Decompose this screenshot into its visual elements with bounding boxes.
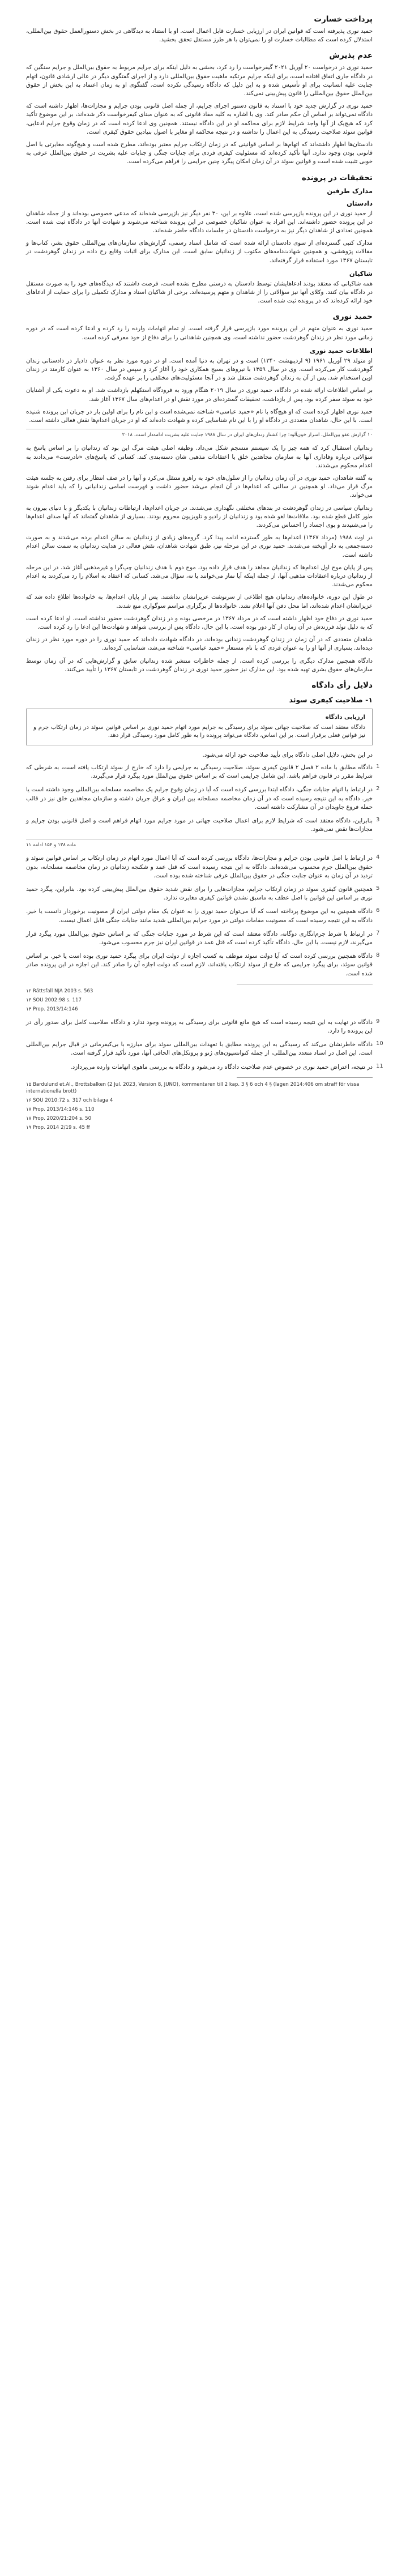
reasoning-heading: دلایل رأی دادگاه (311, 680, 373, 690)
nouri-paragraph-1: حمید نوری به عنوان متهم در این پرونده مورد بازپرسی قرار گرفته است. او تمام اتهامات وارده را رد کرده و ادعا کرده است که در دوره زمانی مورد نظر در زندان گوهردشت حضور نداشته است. وی همچنین شاهدانی را برای دفاع از خود معرفی کرده است. (26, 325, 373, 341)
investigations-paragraph-3: همه شاکیانی که معتقد بودند ادعاهایشان توسط دادستان به درستی مطرح نشده است، فرصت داشتند که دیدگاه‌های خود را به صورت مستقل در دادگاه بیان کنند. وکلای آنها نیز سؤالاتی را از شاهدان و متهم پرسیده‌اند. برخی از شاکیان اسناد و مدارک تکمیلی را برای حمایت از ادعاهای خود ارائه کرده‌اند که در پرونده ثبت شده است. (26, 280, 373, 305)
jurisdiction-paragraph-1: دادگاه مطابق با ماده ۲ فصل ۲ قانون کیفری سوئد، صلاحیت رسیدگی به جرایمی را دارد که خارج از سوئد ارتکاب یافته است، به شرطی که شرایط مقرر در قانون فراهم باشد. این شامل جرایمی است که بر اساس حقوق بین‌الملل مورد پیگرد قرار می‌گیرند. (26, 764, 373, 780)
investigations-paragraph-2: مدارک کتبی گسترده‌ای از سوی دادستان ارائه شده است که شامل اسناد رسمی، گزارش‌های سازمان‌های بین‌المللی حقوق بشر، کتاب‌ها و مقالات پژوهشی، و همچنین شهادت‌نامه‌های مکتوب از زندانیان سابق است. این مدارک برای اثبات وقایع رخ داده در زندان گوهردشت در تابستان ۱۳۶۷ مورد استفاده قرار گرفته‌اند. (26, 240, 373, 264)
footnote: ۱۸ Prop. 2020/21:204 s. 50 (26, 1115, 92, 1121)
nouri-heading: حمید نوری (332, 312, 373, 322)
nouri-cont-paragraph-3: زندانیان سیاسی در زندان گوهردشت در بندهای مختلفی نگهداری می‌شدند. در جریان اعدام‌ها، ارتباطات زندانیان با یکدیگر و با دنیای بیرون به طور کامل قطع شده بود. ملاقات‌ها لغو شده بود و زندانیان از رادیو و تلویزیون محروم بودند. بسیاری از شاهدان گفته‌اند که آنها صدای اعدام‌ها را می‌شنیدند و بوی اجساد را احساس می‌کردند. (26, 504, 373, 528)
paragraph-number: 7 (376, 929, 380, 936)
paragraph-number: 11 (376, 1063, 383, 1069)
numbered-paragraph (26, 907, 380, 924)
investigations-subheading-prosecutor: دادستان (347, 199, 373, 207)
numbered-paragraph (26, 786, 380, 812)
nouri-paragraph-3: بر اساس اطلاعات ارائه شده در دادگاه، حمید نوری در سال ۲۰۱۹ هنگام ورود به فرودگاه استکهلم بازداشت شد. او به دعوت یکی از آشنایان خود به سوئد سفر کرده بود. پس از بازداشت، تحقیقات گسترده‌ای در مورد نقش او در اعدام‌های سال ۱۳۶۷ آغاز شد. (26, 387, 373, 403)
numbered-paragraph (26, 929, 380, 947)
nouri-paragraph-2: او متولد ۲۹ آوریل ۱۹۶۱ (۹ اردیبهشت ۱۳۴۰) است و در تهران به دنیا آمده است. او در دوره مورد نظر به عنوان دادیار در دادستانی زندان گوهردشت کار می‌کرده است. وی در سال ۱۳۵۹ با نیروهای بسیج همکاری خود را آغاز کرد و سپس در سال ۱۳۶۰ به عنوان کارمند در زندان اوین استخدام شد. پس از آن به زندان گوهردشت منتقل شد و در آنجا مسئولیت‌های مختلفی را بر عهده گرفت. (26, 357, 373, 382)
compensation-heading: پرداخت خسارت (314, 15, 373, 24)
court-assessment-text: دادگاه معتقد است که صلاحیت جهانی سوئد برای رسیدگی به جرایم مورد اتهام حمید نوری بر اساس قوانین سوئد در زمان ارتکاب جرم و نیز قوانین فعلی برقرار است. بر این اساس، دادگاه می‌تواند پرونده را به طور کامل مورد رسیدگی قرار دهد. (33, 724, 365, 739)
jurisdiction-paragraph-9: دادگاه در نهایت به این نتیجه رسیده است که هیچ مانع قانونی برای رسیدگی به پرونده وجود ندارد و دادگاه صلاحیت کامل برای صدور رأی در این پرونده را دارد. (26, 1018, 373, 1035)
paragraph-number: 9 (376, 1018, 380, 1025)
numbered-paragraph (26, 1040, 383, 1057)
compensation-paragraph: حمید نوری پذیرفته است که قوانین ایران در ارزیابی خسارت قابل اعمال است. او با استناد به دیدگاهی در بخش دستورالعمل حقوق بین‌المللی، استدلال کرده است که مطالبات خسارت او را نمی‌توان با هر طرز مستقل تحقق بخشید. (26, 28, 373, 44)
nouri-cont-paragraph-1: زندانیان استقبال کرد که همه چیز را یک سیستم منسجم شکل می‌داد. وظیفه اصلی هیئت مرگ این بود که زندانیان را بر اساس پاسخ به سؤالاتی درباره وفاداری آنها به سازمان مجاهدین خلق یا اعتقادات مذهبی شان دسته‌بندی کند. کسانی که پاسخ‌های «نادرست» می‌دادند به اعدام محکوم می‌شدند. (26, 445, 373, 469)
jurisdiction-paragraph-6: دادگاه همچنین به این موضوع پرداخته است که آیا می‌توان حمید نوری را به عنوان یک مقام دولتی ایران از مصونیت برخوردار دانست یا خیر. دادگاه به این نتیجه رسیده است که مصونیت مقامات دولتی در مورد جرایم بین‌المللی شدید مانند جنایات جنگی قابل اعمال نیست. (26, 908, 373, 924)
impunity-paragraph-1: حمید نوری در درخواست ۲۰ آوریل ۲۰۲۱ گیفرخواست را رد کرد، بخشی به دلیل اینکه برای جرایم مربوط به حقوق بین‌الملل و جرایم سنگین که در دادگاه جاری اتفاق افتاده است، برای اینکه جرایم مرتکبه ماهیت حقوق بین‌المللی دارد و از اجرای گفتگوی دیگر در عالی ارشادی قانون، اتهام جنایت علیه انسانیت برای او تأسیس شده و به این دلیل که دادگاه رسیدگی نکرده است. گفتگوی او به زمان اعتماد به این بخش از حقوق بین‌الملل حقوق بین‌المللی را قانون پیش‌بینی نمی‌کند. (26, 64, 373, 97)
footnote-separator (237, 1077, 373, 1078)
footnote: ۱۶ SOU 2010:72 s. 317 och bilaga 4 (26, 1097, 113, 1103)
nouri-cont-paragraph-7: حمید نوری در دفاع خود اظهار داشته است که در مرداد ۱۳۶۷ در مرخصی بوده و در زندان گوهردشت حضور نداشته است. او ادعا کرده است که به دلیل تولد فرزندش در آن زمان از کار دور بوده است. با این حال، دادگاه پس از بررسی شواهد و شهادت‌ها این ادعا را رد کرده است. (26, 615, 373, 630)
impunity-paragraph-3: دادستان‌ها اظهار داشته‌اند که اتهام‌ها بر اساس قوانینی که در زمان ارتکاب جرایم معتبر بوده‌اند، مطرح شده است و هیچ‌گونه مغایرتی با اصل قانونی بودن وجود ندارد. آنها تأکید کرده‌اند که مسئولیت کیفری فردی برای جنایات جنگی و جنایات علیه بشریت در حقوق بین‌الملل عرفی به خوبی تثبیت شده است و قوانین سوئد در آن زمان امکان پیگرد چنین جرایمی را فراهم می‌کرده است. (26, 141, 373, 165)
nouri-cont-paragraph-6: در طول این دوره، خانواده‌های زندانیان هیچ اطلاعی از سرنوشت عزیزانشان نداشتند. پس از پایان اعدام‌ها، به خانواده‌ها اطلاع داده شد که عزیزانشان اعدام شده‌اند، اما محل دفن آنها اعلام نشد. خانواده‌ها از برگزاری مراسم سوگواری منع شدند. (26, 594, 373, 609)
paragraph-number: 5 (376, 885, 380, 892)
paragraph-number: 10 (376, 1040, 383, 1047)
footnote: ۱۹ Prop. 2014 2/19 s. 45 ff (26, 1124, 90, 1131)
numbered-paragraph (26, 763, 380, 781)
jurisdiction-paragraph-2: در ارتباط با اتهام جنایات جنگی، دادگاه ابتدا بررسی کرده است که آیا در زمان وقوع جرایم یک مخاصمه مسلحانه بین‌المللی وجود داشته است یا خیر. دادگاه به این نتیجه رسیده است که در آن زمان مخاصمه مسلحانه بین ایران و عراق جریان داشته و سازمان مجاهدین خلق نیز در قالب حمله فروغ جاویدان در آن مشارکت داشته است. (26, 786, 373, 811)
paragraph-number: 3 (376, 816, 380, 823)
paragraph-number: 4 (376, 854, 380, 861)
jurisdiction-paragraph-3: بنابراین، دادگاه معتقد است که شرایط لازم برای اعمال صلاحیت جهانی در مورد جرایم مورد اتهام فراهم است و اصل قانونی بودن جرایم و مجازات‌ها نقض نمی‌شود. (26, 817, 373, 833)
nouri-paragraph-4: حمید نوری اظهار کرده است که او هیچ‌گاه با نام «حمید عباسی» شناخته نمی‌شده است و این نام را برای اولین بار در جریان این پرونده شنیده است. با این حال، شاهدان متعددی در دادگاه او را با این نام شناسایی کرده و شهادت داده‌اند که او در جریان اعدام‌ها نقش فعالی داشته است. (26, 408, 373, 424)
footnote: ۱۵ Bardulund et.Al., Brottsbalken (2 Jul. 2023, Version 8, JUNO), kommentaren till 2 kap. 3 § 6 och 4 § (lagen 2014:406 om straff för vissa internationella brott) (26, 1081, 360, 1094)
paragraph-number: 2 (376, 786, 380, 792)
jurisdiction-intro: در این بخش، دلایل اصلی دادگاه برای تأیید صلاحیت خود ارائه می‌شود. (202, 751, 373, 758)
footnote: ۱۳ SOU 2002:98 s. 117 (26, 997, 82, 1003)
investigations-subheading-evidence: مدارک طرفین (327, 186, 373, 195)
numbered-paragraph (26, 854, 380, 880)
nouri-cont-paragraph-2: به گفته شاهدان، حمید نوری در آن زمان زندانیان را از سلول‌های خود به راهرو منتقل می‌کرد و آنها را در صف انتظار برای رفتن به جلسه هیئت مرگ قرار می‌داد. او همچنین در سالنی که اعدام‌ها در آن انجام می‌شد حضور داشت و فهرست اسامی زندانیانی را که باید اعدام شوند می‌خواند. (26, 474, 373, 499)
footnote: ۱۴ Prop. 2013/14:146 (26, 1006, 78, 1012)
nouri-cont-paragraph-9: دادگاه همچنین مدارک دیگری را بررسی کرده است، از جمله خاطرات منتشر شده زندانیان سابق و گزارش‌هایی که در آن زمان توسط سازمان‌های حقوق بشری تهیه شده بود. این مدارک نیز حضور حمید نوری در زندان گوهردشت در تابستان ۱۳۶۷ را تأیید می‌کنند. (26, 657, 373, 673)
jurisdiction-paragraph-5: همچنین قانون کیفری سوئد در زمان ارتکاب جرایم، مجازات‌هایی را برای نقض شدید حقوق بین‌الملل پیش‌بینی کرده بود. بنابراین، پیگرد حمید نوری بر اساس این قوانین با اصل عطف به ماسبق نشدن قوانین کیفری مغایرت ندارد. (26, 885, 373, 902)
court-assessment-box (26, 709, 373, 745)
document-column (26, 8, 383, 1133)
jurisdiction-paragraph-11: در نتیجه، اعتراض حمید نوری در خصوص عدم صلاحیت دادگاه رد می‌شود و دادگاه به بررسی ماهوی اتهامات وارده می‌پردازد. (70, 1063, 373, 1071)
jurisdiction-paragraph-10: دادگاه خاطرنشان می‌کند که رسیدگی به این پرونده مطابق با تعهدات بین‌المللی سوئد برای مبارزه با بی‌کیفرمانی در قبال جرایم بین‌المللی است. این اصل در اسناد متعدد بین‌المللی، از جمله کنوانسیون‌های ژنو و پروتکل‌های الحاقی آنها، مورد تأکید قرار گرفته است. (26, 1041, 373, 1057)
numbered-paragraph (26, 816, 380, 834)
nouri-cont-paragraph-5: پس از پایان موج اول اعدام‌ها که زندانیان مجاهد را هدف قرار داده بود، موج دوم با هدف زندانیان چپ‌گرا و غیرمذهبی آغاز شد. در این مرحله از زندانیان درباره اعتقادات مذهبی آنها، از جمله اینکه آیا نماز می‌خوانند یا نه، سؤال می‌شد. کسانی که اعتقاد به اسلام را رد می‌کردند به اعدام محکوم می‌شدند. (26, 564, 373, 588)
numbered-paragraph (26, 885, 380, 902)
numbered-paragraph (26, 952, 380, 978)
investigations-subheading-plaintiffs: شاکیان (349, 269, 373, 278)
court-assessment-title: ارزیابی دادگاه (325, 714, 365, 720)
nouri-subheading-info: اطلاعات حمید نوری (309, 346, 373, 355)
jurisdiction-subheading: ۱- صلاحیت کیفری سوئد (289, 695, 373, 704)
investigations-paragraph-1: از حمید نوری در این پرونده بازپرسی شده است. علاوه بر این، ۳۰ نفر دیگر نیز بازپرسی شده‌اند که مدعی خصوصی بوده‌اند و از جمله شاهدان در این پرونده حضور داشته‌اند. این افراد به عنوان شاکیان خصوصی در این پرونده شناخته می‌شوند و شهادت آنها در دادگاه ثبت شده است. همچنین تعدادی از شاهدان دیگر نیز به درخواست دادستان در جلسات دادگاه حاضر شده‌اند. (26, 210, 373, 234)
impunity-paragraph-2: حمید نوری در گزارش جدید خود با استناد به قانون دستور اجرای جرایم، از جمله اصل قانونی بودن جرایم و مجازات‌ها، اظهار داشته است که دادگاه نمی‌تواند بر اساس آن حکم صادر کند. وی با اشاره به کلیه مفاد قانونی که به عنوان مبنای کیفرخواست ذکر شده‌اند، بر این موضوع تأکید کرد که هیچ‌یک از آنها واجد شرایط لازم برای محاکمه او در این دادگاه نیستند. همچنین وی ادعا کرده است که در زمان وقوع جرایم ادعایی، قوانین سوئد صلاحیت رسیدگی به این اعمال را نداشته و در نتیجه محاکمه او مغایر با اصول بنیادین حقوق کیفری است. (26, 103, 373, 135)
numbered-paragraph (26, 1018, 380, 1035)
footnote-article: ۱۱ ماده ۱۳۸ و ۱۵۴ ادامه (26, 839, 373, 848)
footnote: ۱۲ Rättsfall NJA 2003 s. 563 (26, 988, 93, 994)
footnote-amnesty: ۱۰ گزارش عفو بین‌الملل، اسرار خون‌آلود: چرا کشتار زندان‌های ایران در سال ۱۹۸۸ جنایت علیه بشریت ادامه‌دار است، ۲۰۱۸ (26, 429, 373, 438)
impunity-heading: عدم پذیرش (329, 51, 373, 61)
paragraph-number: 8 (376, 952, 380, 959)
paragraph-number: 6 (376, 907, 380, 914)
numbered-paragraph (26, 1063, 383, 1072)
investigations-heading: تحقیقات در پرونده (301, 173, 373, 182)
jurisdiction-paragraph-7: در ارتباط با شرط جرم‌انگاری دوگانه، دادگاه معتقد است که این شرط در مورد جنایات جنگی که بر اساس حقوق بین‌الملل مورد پیگرد قرار می‌گیرند، لازم نیست. با این حال، دادگاه تأکید کرده است که قتل عمد در قوانین ایران نیز جرم محسوب می‌شود. (26, 930, 373, 946)
nouri-cont-paragraph-8: شاهدان متعددی که در آن زمان در زندان گوهردشت زندانی بوده‌اند، در دادگاه شهادت داده‌اند که حمید نوری را در دوره مورد نظر در زندان دیده‌اند. بسیاری از آنها او را به عنوان فردی که با نام مستعار «حمید عباسی» شناخته می‌شد، شناسایی کرده‌اند. (26, 636, 373, 652)
footnote: ۱۷ Prop. 2013/14:146 s. 110 (26, 1106, 95, 1112)
jurisdiction-paragraph-4: در ارتباط با اصل قانونی بودن جرایم و مجازات‌ها، دادگاه بررسی کرده است که آیا اعمال مورد اتهام در زمان ارتکاب بر اساس قوانین سوئد و حقوق بین‌الملل جرم محسوب می‌شده‌اند. دادگاه به این نتیجه رسیده است که قتل عمد و شکنجه زندانیان در زمان مخاصمه مسلحانه، بدون تردید در آن زمان به عنوان جنایت جنگی در حقوق بین‌الملل عرفی شناخته شده بوده است. (26, 855, 373, 879)
nouri-cont-paragraph-4: در اوت ۱۹۸۸ (مرداد ۱۳۶۷) اعدام‌ها به طور گسترده ادامه پیدا کرد. گروه‌های زیادی از زندانیان به سالن اعدام برده می‌شدند و به صورت دسته‌جمعی به دار آویخته می‌شدند. حمید نوری در این مرحله نیز، طبق شهادت شاهدان، نقش فعالی در هدایت زندانیان به سمت سالن اعدام داشته است. (26, 534, 373, 558)
paragraph-number: 1 (376, 763, 380, 770)
jurisdiction-paragraph-8: دادگاه همچنین بررسی کرده است که آیا دولت سوئد موظف به کسب اجازه از دولت ایران برای پیگرد حمید نوری بوده است یا خیر. بر اساس قوانین سوئد، برای پیگرد جرایمی که خارج از سوئد ارتکاب یافته‌اند، لازم است که دولت اجازه آن را صادر کند. این اجازه در این پرونده صادر شده است. (26, 953, 373, 977)
